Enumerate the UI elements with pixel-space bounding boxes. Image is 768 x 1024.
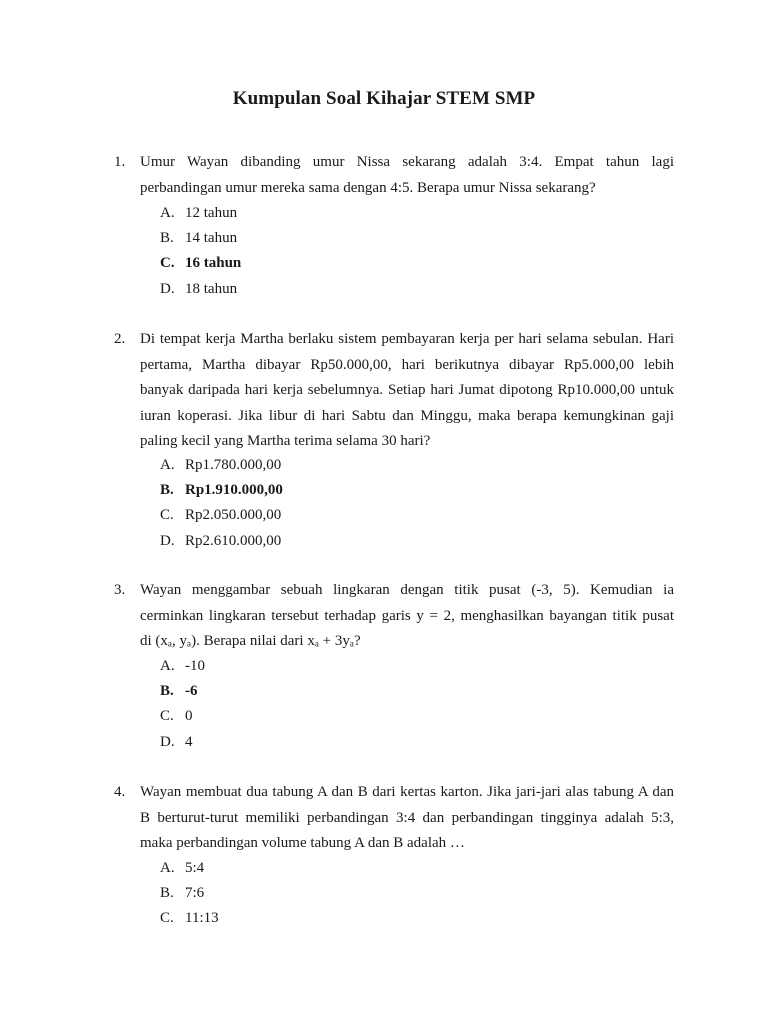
option-c: C. 16 tahun <box>160 255 242 272</box>
option-c: C. Rp2.050.000,00 <box>160 507 282 524</box>
option-c: C. 11:13 <box>160 910 219 927</box>
question-line: banyak daripada hari kerja sebelumnya. Setiap hari Jumat dipotong Rp10.000,00 untuk <box>140 382 674 398</box>
answer-options <box>160 856 219 932</box>
option-d: D. 4 <box>160 733 193 750</box>
option-a: A. 5:4 <box>160 860 205 876</box>
question-number: 3. <box>114 582 126 598</box>
answer-options <box>160 453 283 554</box>
question-number: 4. <box>114 784 126 800</box>
question-line: perbandingan umur mereka sama dengan 4:5. Berapa umur Nissa sekarang? <box>140 179 596 196</box>
option-d: D. 18 tahun <box>160 280 238 297</box>
question-number: 1. <box>114 154 126 170</box>
question-number: 2. <box>114 331 126 347</box>
question-line: Di tempat kerja Martha berlaku sistem pembayaran kerja per hari selama sebulan. Hari <box>140 331 674 347</box>
option-d: D. Rp2.610.000,00 <box>160 532 282 549</box>
option-c: C. 0 <box>160 708 193 725</box>
question-line: maka perbandingan volume tabung A dan B adalah … <box>140 835 465 851</box>
option-b: B. -6 <box>160 683 198 700</box>
question-line: di (xₐ, yₐ). Berapa nilai dari xₐ + 3yₐ? <box>140 633 361 649</box>
question-text <box>140 327 674 455</box>
answer-options <box>160 201 241 302</box>
option-b: B. 7:6 <box>160 885 205 902</box>
answer-options <box>160 654 205 755</box>
option-a: A. 12 tahun <box>160 205 238 221</box>
question-line: iuran koperasi. Jika libur di hari Sabtu dan Minggu, maka berapa kemungkinan gaji <box>140 407 674 424</box>
option-b: B. 14 tahun <box>160 230 238 247</box>
question-text <box>140 150 674 201</box>
question-line: Wayan membuat dua tabung A dan B dari kertas karton. Jika jari-jari alas tabung A dan <box>140 784 674 800</box>
option-a: A. -10 <box>160 658 205 674</box>
question-line: paling kecil yang Martha terima selama 30 hari? <box>140 433 431 449</box>
question-text <box>140 780 674 857</box>
question-line: cerminkan lingkaran tersebut terhadap garis y = 2, menghasilkan bayangan titik pusat <box>140 607 674 624</box>
question-line: pertama, Martha dibayar Rp50.000,00, hari berikutnya dibayar Rp5.000,00 lebih <box>140 356 674 373</box>
question-line: Wayan menggambar sebuah lingkaran dengan titik pusat (-3, 5). Kemudian ia <box>140 582 674 598</box>
option-a: A. Rp1.780.000,00 <box>160 457 282 473</box>
question-line: Umur Wayan dibanding umur Nissa sekarang adalah 3:4. Empat tahun lagi <box>140 154 674 170</box>
question-text <box>140 578 674 655</box>
question-line: B berturut-turut memiliki perbandingan 3:4 dan perbandingan tingginya adalah 5:3, <box>140 809 674 826</box>
option-b: B. Rp1.910.000,00 <box>160 482 283 499</box>
document-title: Kumpulan Soal Kihajar STEM SMP <box>232 88 536 109</box>
